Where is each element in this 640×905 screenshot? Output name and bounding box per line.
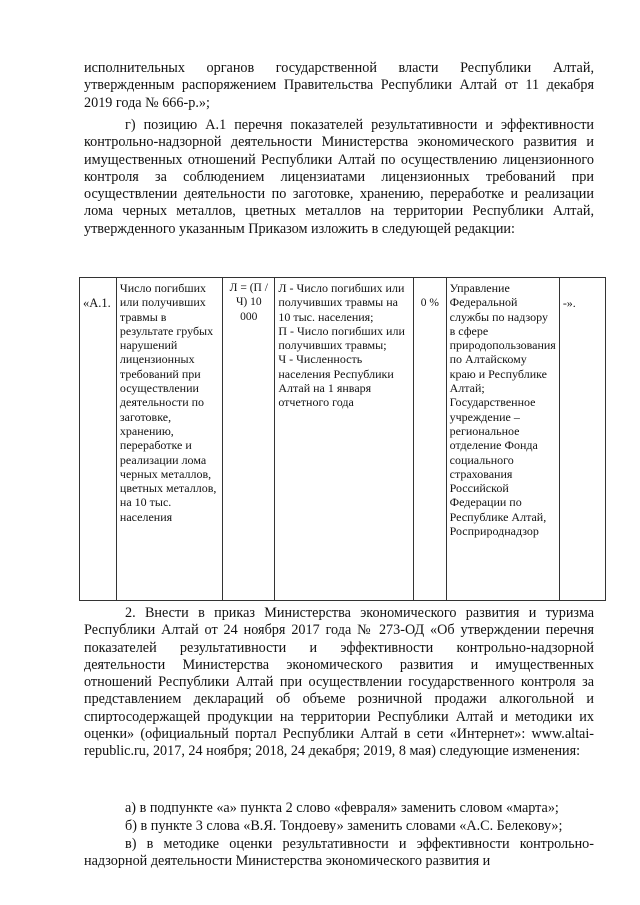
legend-l: Л - Число погибших или получивших травмы на 10 тыс. населения; bbox=[278, 281, 405, 324]
organization-item: Росприроднадзор bbox=[449, 524, 539, 539]
indicator-code: «А.1. bbox=[80, 278, 117, 601]
legend-p: П - Число погибших или получивших травмы; bbox=[278, 323, 405, 353]
indicator-target-value: 0 % bbox=[414, 278, 446, 601]
paragraph-2: 2. Внести в приказ Министерства экономического развития и туризма Республики Алтай от 24 ноября 2017 года № 273-ОД «Об утверждении перечня показателей результативности и эффективности контрольно-надзорной деятельности Министерства экономического развития и имущественных отношений Республики Алтай при осуществлении государственного контроля за представлением деклараций об объеме розничной продажи алкогольной и спиртосодержащей продукции на территории Республики Алтай и методики их оценки» (официальный портал Республики Алтай в сети «Интернет»: www.altai-republic.ru, 2017, 24 ноября; 2018, 24 декабря; 2019, 8 мая) следующие изменения: bbox=[84, 605, 594, 760]
organization-item: Управление Федеральной службы по надзору в сфере природопользования по Алтайскому краю и Республике Алтай; bbox=[449, 281, 556, 396]
closing-mark: -». bbox=[559, 278, 605, 601]
item-b: б) в пункте 3 слова «В.Я. Тондоеву» заменить словами «А.С. Белекову»; bbox=[125, 818, 563, 834]
table-row bbox=[80, 278, 606, 601]
legend-ch: Ч - Численность населения Республики Алтай на 1 января отчетного года bbox=[278, 352, 394, 410]
paragraph-continuation: исполнительных органов государственной власти Республики Алтай, утвержденным распоряжением Правительства Республики Алтай от 11 декабря 2019 года № 666-р.»; bbox=[84, 60, 594, 111]
indicator-table bbox=[79, 277, 606, 601]
organization-item: Государственное учреждение – региональное отделение Фонда социального страхования Российской Федерации по Республике Алтай, bbox=[449, 395, 547, 524]
responsible-organizations bbox=[446, 278, 559, 601]
item-v: в) в методике оценки результативности и эффективности контрольно-надзорной деятельности Министерства экономического развития и bbox=[84, 836, 594, 870]
paragraph-g: г) позицию А.1 перечня показателей результативности и эффективности контрольно-надзорной деятельности Министерства экономического развития и имущественных отношений Республики Алтай по осуществлению лицензионного контроля за соблюдением лицензиатами лицензионных требований при осуществлении деятельности по заготовке, хранению, переработке и реализации лома черных металлов, цветных металлов на территории Республики Алтай, утвержденного указанным Приказом изложить в следующей редакции: bbox=[84, 117, 594, 237]
item-a: а) в подпункте «а» пункта 2 слово «февраля» заменить словом «марта»; bbox=[125, 800, 559, 816]
indicator-name: Число погибших или получивших травмы в результате грубых нарушений лицензионных требований при осуществлении деятельности по заготовке, хранению, переработке и реализации лома черных металлов, цветных металлов, на 10 тыс. населения bbox=[116, 278, 222, 601]
indicator-formula: Л = (П / Ч) 10 000 bbox=[223, 278, 275, 601]
indicator-legend bbox=[275, 278, 414, 601]
